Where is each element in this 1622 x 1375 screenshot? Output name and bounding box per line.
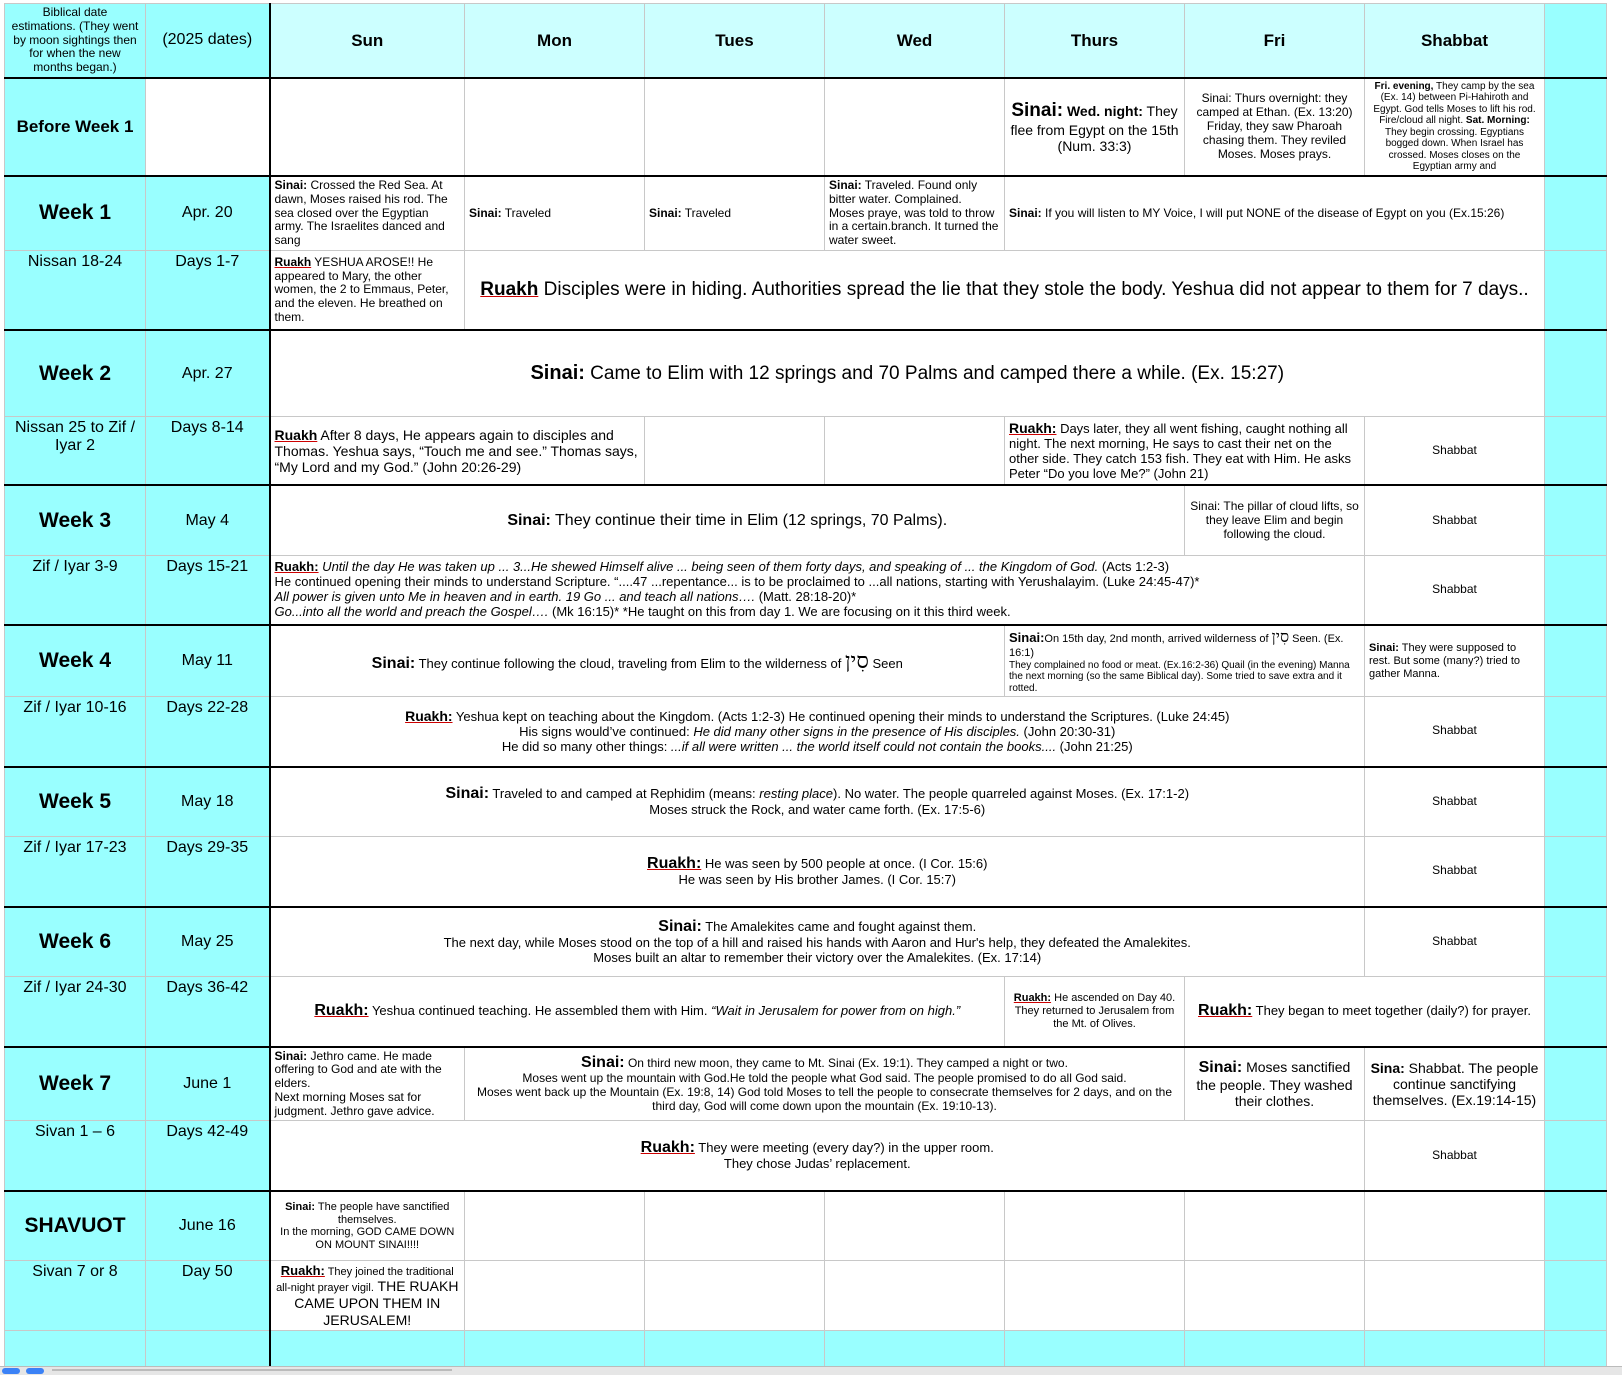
- keyword: Sinai:: [658, 917, 702, 935]
- week1-ruakh-cell: [465, 250, 1545, 330]
- cell-text: (John 20:30-31): [1019, 723, 1116, 739]
- cell: [1185, 1331, 1365, 1371]
- ruakh-line-2: They chose Judas’ replacement.: [723, 1156, 911, 1172]
- ruakh-line-1: [275, 708, 1361, 725]
- cell: [825, 416, 1005, 485]
- keyword: Sinai:: [829, 177, 862, 192]
- cell-text: ). No water. The people quarreled against Moses. (Ex. 17:1-2): [833, 786, 1190, 802]
- week7-ruakh-row: [5, 1121, 1607, 1191]
- week2-label: Week 2: [5, 330, 146, 416]
- week6-ruakh-thu-cell: [1005, 977, 1185, 1047]
- header-day-thurs: Thurs: [1005, 4, 1185, 78]
- before-week-label: Before Week 1: [5, 78, 146, 176]
- week2-ruakh-row: [5, 416, 1607, 485]
- cell-text: If you will listen to MY Voice, I will put NONE of the disease of Egypt on you (Ex.15:26): [1041, 205, 1505, 220]
- ruakh-line-3: [275, 590, 1361, 605]
- week1-ruakh-sun-cell: [270, 250, 465, 330]
- sheet-list-icon[interactable]: [26, 1368, 44, 1374]
- cell-text: Go...into all the world and preach the Gospel….: [274, 604, 549, 620]
- ruakh-line-1: [275, 855, 1361, 873]
- keyword: Ruakh:: [274, 559, 319, 575]
- cell: [1005, 1261, 1185, 1331]
- keyword: Sinai:: [507, 511, 551, 529]
- cell: [270, 1331, 465, 1371]
- week3-label: Week 3: [5, 485, 146, 555]
- cell: [1365, 1191, 1545, 1261]
- cell-text: After 8 days, He appears again to disciples and Thomas. Yeshua says, “Touch me and see.” Thomas says, “My Lord and my God.” (John 20:26-29): [274, 426, 638, 475]
- edge-cell: [1545, 485, 1607, 555]
- header-day-shabbat: Shabbat: [1365, 4, 1545, 78]
- cell-text: YESHUA AROSE!! He appeared to Mary, the other women, the 2 to Emmaus, Peter, and the eleven. He breathed on them.: [274, 254, 449, 324]
- week5-shabbat: Shabbat: [1365, 767, 1545, 837]
- header-day-mon: Mon: [465, 4, 645, 78]
- cell-text: Came to Elim with 12 springs and 70 Palms and camped there a while. (Ex. 15:27): [584, 363, 1285, 385]
- week1-month: Nissan 18-24: [5, 250, 146, 330]
- cell-text: THE RUAKH CAME UPON THEM IN JERUSALEM!: [294, 1278, 459, 1328]
- cell: [825, 1191, 1005, 1261]
- cell-text: He ascended on Day 40. They returned to Jerusalem from the Mt. of Olives.: [1014, 992, 1176, 1030]
- cell-text: Next morning Moses sat for judgment. Jethro gave advice.: [274, 1089, 435, 1118]
- edge-cell: [1545, 1191, 1607, 1261]
- cell-text: The people have sanctified themselves.: [315, 1200, 450, 1226]
- ruakh-line-2: [275, 725, 1361, 740]
- edge-cell: [1545, 4, 1607, 78]
- week3-sinai-row: [5, 485, 1607, 555]
- shavuot-sinai-row: [5, 1191, 1607, 1261]
- edge-cell: [1545, 416, 1607, 485]
- week2-ruakh-thu-cell: [1005, 416, 1365, 485]
- cell-text: Seen. (Ex. 16:1): [1009, 633, 1344, 659]
- header-day-sun: Sun: [270, 4, 465, 78]
- cell: [1005, 1331, 1185, 1371]
- edge-cell: [1545, 837, 1607, 907]
- keyword: Sinai:: [445, 785, 490, 803]
- week5-ruakh-row: [5, 837, 1607, 907]
- keyword: Ruakh:: [1009, 419, 1057, 436]
- edge-cell: [1545, 907, 1607, 977]
- week5-sinai-row: [5, 767, 1607, 837]
- keyword: Sinai:: [581, 1054, 625, 1072]
- header-estimation: Biblical date estimations. (They went by moon sightings then for when the new months began.): [5, 4, 146, 78]
- keyword: Sinai:: [1009, 205, 1042, 220]
- week7-sinai-cell: [465, 1047, 1185, 1121]
- week1-tue-cell: [645, 176, 825, 250]
- week4-thu-cell: [1005, 625, 1365, 696]
- sinai-line-3: Moses went back up the Mountain (Ex. 19:8, 14) God told Moses to tell the people to consecrate themselves for 2 days, and on the third day, God will come down upon the mountain (Ex. 19:10-13).: [476, 1085, 1173, 1114]
- cell: [1005, 1191, 1185, 1261]
- week7-shabbat: Shabbat: [1365, 1121, 1545, 1191]
- week2-shabbat: Shabbat: [1365, 416, 1545, 485]
- cell-text: They flee from Egypt on the 15th (Num. 33:3): [1010, 102, 1179, 154]
- cell-text: (Mk 16:15)* *He taught on this from day 1. We are focusing on it this third week.: [548, 604, 1011, 620]
- week6-sinai-cell: [270, 907, 1365, 977]
- cell: [1185, 1261, 1365, 1331]
- cell-text: Traveled to and camped at Rephidim (means:: [489, 786, 760, 802]
- keyword: Sinai:: [530, 362, 585, 385]
- week1-mon-cell: [465, 176, 645, 250]
- week4-date: May 11: [146, 625, 270, 696]
- edge-cell: [1545, 330, 1607, 416]
- cell: [645, 1191, 825, 1261]
- cell: [645, 416, 825, 485]
- shavuot-ruakh-cell: [270, 1261, 465, 1331]
- cell: [1365, 1331, 1545, 1371]
- week3-date: May 4: [146, 485, 270, 555]
- ruakh-line-2: He was seen by His brother James. (I Cor. 15:7): [678, 871, 956, 887]
- week1-label: Week 1: [5, 176, 146, 250]
- cell-text: They were supposed to rest. But some (many?) tried to gather Manna.: [1369, 642, 1520, 680]
- sinai-line-2: Moses struck the Rock, and water came forth. (Ex. 17:5-6): [649, 802, 986, 818]
- sinai-line-1: [275, 918, 1361, 936]
- week5-label: Week 5: [5, 767, 146, 837]
- edge-cell: [1545, 555, 1607, 625]
- week4-shabbat: Shabbat: [1365, 697, 1545, 767]
- week6-days: Days 36-42: [146, 977, 270, 1047]
- week4-ruakh-row: [5, 697, 1607, 767]
- before-fri-cell: Sinai: Thurs overnight: they camped at Ethan. (Ex. 13:20) Friday, they saw Pharoah chasing them. They reviled Moses. Moses prays.: [1185, 78, 1365, 176]
- keyword: Sina:: [1370, 1059, 1405, 1076]
- edge-cell: [1545, 250, 1607, 330]
- week7-fri-cell: [1185, 1047, 1365, 1121]
- cell: [1365, 1261, 1545, 1331]
- week6-ruakh-fri-cell: [1185, 977, 1545, 1047]
- cell-text: Disciples were in hiding. Authorities spread the lie that they stole the body. Yeshua did not appear to them for 7 days..: [538, 279, 1529, 301]
- keyword: Sinai:: [274, 1048, 308, 1063]
- week6-label: Week 6: [5, 907, 146, 977]
- week6-date: May 25: [146, 907, 270, 977]
- week5-date: May 18: [146, 767, 270, 837]
- cell-text: Seen: [868, 655, 903, 671]
- cell-text: They joined the traditional all-night prayer vigil.: [276, 1265, 454, 1295]
- week7-days: Days 42-49: [146, 1121, 270, 1191]
- cell-text: In the morning, GOD CAME DOWN ON MOUNT SINAI!!!!: [280, 1226, 455, 1251]
- week4-days: Days 22-28: [146, 697, 270, 767]
- week3-month: Zif / Iyar 3-9: [5, 555, 146, 625]
- cell-text: Crossed the Red Sea. At dawn, Moses raised his rod. The sea closed over the Egyptian army. The Israelites danced and sang: [274, 177, 448, 248]
- cell-text: Moses sanctified the people. They washed their clothes.: [1196, 1058, 1353, 1110]
- cell-text: Traveled: [501, 205, 552, 220]
- week3-ruakh-row: [5, 555, 1607, 625]
- week1-wed-cell: [825, 176, 1005, 250]
- week1-date: Apr. 20: [146, 176, 270, 250]
- week5-month: Zif / Iyar 17-23: [5, 837, 146, 907]
- cell: [645, 1331, 825, 1371]
- cell-text: He was seen by 500 people at once. (I Cor. 15:6): [701, 855, 988, 871]
- header-row: [5, 4, 1607, 78]
- cell-text: “Wait in Jerusalem for power from on high.”: [711, 1003, 961, 1019]
- cell-text: Shabbat. The people continue sanctifying themselves. (Ex.19:14-15): [1372, 1059, 1539, 1109]
- before-shabbat-cell: [1365, 78, 1545, 176]
- edge-cell: [1545, 625, 1607, 696]
- edge-cell: [1545, 1261, 1607, 1331]
- keyword: Ruakh:: [405, 707, 453, 724]
- cell-text: On third new moon, they came to Mt. Sinai (Ex. 19:1). They camped a night or two.: [624, 1056, 1068, 1071]
- week7-label: Week 7: [5, 1047, 146, 1121]
- cell: [465, 1191, 645, 1261]
- edge-cell: [1545, 78, 1607, 176]
- week2-month: Nissan 25 to Zif / Iyar 2: [5, 416, 146, 485]
- cell-text: They continue their time in Elim (12 springs, 70 Palms).: [550, 511, 948, 529]
- week7-sinai-row: [5, 1047, 1607, 1121]
- week3-ruakh-cell: [270, 555, 1365, 625]
- week4-month: Zif / Iyar 10-16: [5, 697, 146, 767]
- sinai-line-3: Moses built an altar to remember their victory over the Amalekites. (Ex. 17:14): [593, 949, 1042, 965]
- edge-cell: [1545, 977, 1607, 1047]
- cell: [465, 1261, 645, 1331]
- shavuot-ruakh-row: [5, 1261, 1607, 1331]
- cell-text: The Amalekites came and fought against them.: [701, 918, 977, 934]
- keyword: Sinai:: [1198, 1058, 1243, 1076]
- week4-sinai-cell: [270, 625, 1005, 696]
- week2-date: Apr. 27: [146, 330, 270, 416]
- cell: [825, 78, 1005, 176]
- cell-text: Yeshua kept on teaching about the Kingdom. (Acts 1:2-3) He continued opening their minds to understand the Scriptures. (Luke 24:45): [452, 708, 1230, 724]
- week5-shabbat-2: Shabbat: [1365, 837, 1545, 907]
- cell-text: (Acts 1:2-3): [1098, 559, 1170, 575]
- cell: [1185, 1191, 1365, 1261]
- empty-row: [5, 1331, 1607, 1371]
- shavuot-month: Sivan 7 or 8: [5, 1261, 146, 1331]
- week7-month: Sivan 1 – 6: [5, 1121, 146, 1191]
- cell-text: resting place: [759, 786, 834, 802]
- edge-cell: [1545, 767, 1607, 837]
- cell-text: Yeshua continued teaching. He assembled them with Him.: [368, 1003, 712, 1019]
- add-sheet-icon[interactable]: [2, 1368, 20, 1374]
- week5-sinai-cell: [270, 767, 1365, 837]
- keyword: Sat. Morning:: [1465, 115, 1530, 127]
- calendar-table: [4, 3, 1607, 1371]
- shavuot-sinai-cell: [270, 1191, 465, 1261]
- week1-thu-sat-cell: [1005, 176, 1545, 250]
- week4-ruakh-cell: [270, 697, 1365, 767]
- cell-text: Days later, they all went fishing, caught nothing all night. The next morning, He says to cast their net on the other side. They catch 153 fish. They eat with Him. He asks Peter “Do you love Me?” (John 21): [1009, 420, 1352, 481]
- week6-sinai-row: [5, 907, 1607, 977]
- keyword: Sinai:: [1369, 642, 1399, 655]
- cell-text: (Matt. 28:18-20)*: [755, 589, 857, 605]
- shavuot-days: Day 50: [146, 1261, 270, 1331]
- sinai-line-1: [469, 1054, 1180, 1072]
- keyword: Wed. night:: [1066, 102, 1143, 119]
- week2-sinai-cell: [270, 330, 1545, 416]
- keyword: Ruakh:: [314, 1002, 369, 1020]
- keyword: Ruakh: [480, 279, 539, 301]
- header-day-fri: Fri: [1185, 4, 1365, 78]
- cell: [146, 78, 270, 176]
- week3-shabbat: Shabbat: [1365, 485, 1545, 555]
- week3-days: Days 15-21: [146, 555, 270, 625]
- cell: [146, 1331, 270, 1371]
- ruakh-line-2: He continued opening their minds to understand Scripture. “....47 ...repentance... is to be proclaimed to ...all nations, starting with Yerushalayim. (Luke 24:45-47)*: [274, 574, 1200, 590]
- keyword: Sinai:: [274, 177, 308, 192]
- sheet-tab[interactable]: [52, 1369, 452, 1371]
- sinai-line-2: Moses went up the mountain with God.He told the people what God said. The people promised to do all God said.: [522, 1071, 1127, 1086]
- ruakh-line-1: [275, 560, 1361, 575]
- cell: [645, 1261, 825, 1331]
- cell-text: They complained no food or meat. (Ex.16:2-36) Quail (in the evening) Manna the next morning (so the same Biblical day). Some tried to save extra and it rotted.: [1009, 659, 1350, 694]
- week4-sinai-row: [5, 625, 1607, 696]
- keyword: Sinai:: [371, 654, 416, 672]
- cell: [825, 1331, 1005, 1371]
- week5-days: Days 29-35: [146, 837, 270, 907]
- week1-sun-cell: [270, 176, 465, 250]
- cell: [5, 1331, 146, 1371]
- keyword: Ruakh:: [280, 1262, 325, 1278]
- header-day-wed: Wed: [825, 4, 1005, 78]
- week6-ruakh-row: [5, 977, 1607, 1047]
- sinai-line-1: [275, 785, 1361, 803]
- keyword: Ruakh:: [647, 854, 702, 872]
- week6-month: Zif / Iyar 24-30: [5, 977, 146, 1047]
- week7-ruakh-cell: [270, 1121, 1365, 1191]
- edge-cell: [1545, 1047, 1607, 1121]
- keyword: Ruakh:: [640, 1139, 695, 1157]
- week1-ruakh-row: [5, 250, 1607, 330]
- cell-text: They were meeting (every day?) in the upper room.: [694, 1140, 994, 1156]
- week1-sinai-row: [5, 176, 1607, 250]
- week3-sinai-cell: [270, 485, 1185, 555]
- header-dates: (2025 dates): [146, 4, 270, 78]
- week7-shabbat-cell: [1365, 1047, 1545, 1121]
- ruakh-line-3: [275, 740, 1361, 755]
- week3-fri-cell: Sinai: The pillar of cloud lifts, so they leave Elim and begin following the cloud.: [1185, 485, 1365, 555]
- week4-label: Week 4: [5, 625, 146, 696]
- week5-ruakh-cell: [270, 837, 1365, 907]
- week4-shabbat-cell: [1365, 625, 1545, 696]
- cell-text: They began to meet together (daily?) for prayer.: [1252, 1003, 1531, 1019]
- cell-text: Jethro came. He made offering to God and ate with the elders.: [274, 1048, 442, 1091]
- cell-text: Traveled. Found only bitter water. Complained. Moses praye, was told to throw in a certain.branch. It turned the water sweet.: [829, 177, 999, 248]
- keyword: Sinai:: [1011, 99, 1064, 121]
- week2-sinai-row: [5, 330, 1607, 416]
- week2-ruakh-cell: [270, 416, 645, 485]
- week6-shabbat: Shabbat: [1365, 907, 1545, 977]
- cell-text: They continue following the cloud, traveling from Elim to the wilderness of: [415, 655, 845, 671]
- cell: [1545, 1331, 1607, 1371]
- cell-text: Traveled: [681, 205, 732, 220]
- hebrew-text: סִין: [1271, 627, 1290, 647]
- week1-days: Days 1-7: [146, 250, 270, 330]
- sinai-line-2: The next day, while Moses stood on the top of a hill and raised his hands with Aaron and Hur's help, they defeated the Amalekites.: [443, 935, 1191, 950]
- cell-text: ...if all were written ... the world itself could not contain the books....: [670, 738, 1057, 754]
- edge-cell: [1545, 176, 1607, 250]
- keyword: Sinai:: [649, 205, 682, 220]
- cell-text: All power is given unto Me in heaven and in earth. 19 Go ... and teach all nations….: [274, 589, 756, 605]
- cell-text: Until the day He was taken up ... 3...He shewed Himself alive ... being seen of them forty days, and speaking of ... the Kingdom of God.: [318, 559, 1099, 575]
- cell-text: He did many other signs in the presence of His disciples.: [693, 723, 1020, 739]
- keyword: Ruakh:: [1013, 992, 1052, 1005]
- week6-ruakh-cell: [270, 977, 1005, 1047]
- edge-cell: [1545, 697, 1607, 767]
- week3-shabbat-2: Shabbat: [1365, 555, 1545, 625]
- ruakh-line-1: [275, 1139, 1361, 1157]
- keyword: Sinai:: [1009, 630, 1045, 646]
- week7-date: June 1: [146, 1047, 270, 1121]
- cell: [465, 1331, 645, 1371]
- cell-text: They begin crossing. Egyptians bogged down. When Israel has crossed. Moses closes on the Egyptian army and: [1385, 126, 1524, 173]
- shavuot-label: SHAVUOT: [5, 1191, 146, 1261]
- keyword: Ruakh: [274, 254, 312, 269]
- cell-text: He did so many other things:: [501, 738, 671, 754]
- cell-text: (John 21:25): [1056, 738, 1133, 754]
- keyword: Fri. evening,: [1374, 80, 1434, 92]
- hebrew-text: סִין: [844, 648, 869, 674]
- keyword: Sinai:: [469, 205, 502, 220]
- shavuot-date: June 16: [146, 1191, 270, 1261]
- header-day-tues: Tues: [645, 4, 825, 78]
- before-thurs-cell: [1005, 78, 1185, 176]
- ruakh-line-4: [275, 605, 1361, 620]
- cell: [825, 1261, 1005, 1331]
- cell-text: They camp by the sea (Ex. 14) between Pi-Hahiroth and Egypt. God tells Moses to lift his rod. Fire/cloud all night.: [1373, 80, 1536, 127]
- week2-days: Days 8-14: [146, 416, 270, 485]
- cell-text: His signs would’ve continued:: [519, 723, 694, 739]
- keyword: Sinai:: [285, 1200, 316, 1213]
- before-week-row: [5, 78, 1607, 176]
- cell-text: On 15th day, 2nd month, arrived wilderness of: [1044, 633, 1272, 646]
- cell: [645, 78, 825, 176]
- keyword: Ruakh: [274, 426, 318, 443]
- keyword: Ruakh:: [1198, 1002, 1253, 1020]
- week7-sun-cell: [270, 1047, 465, 1121]
- edge-cell: [1545, 1121, 1607, 1191]
- cell: [270, 78, 465, 176]
- cell: [465, 78, 645, 176]
